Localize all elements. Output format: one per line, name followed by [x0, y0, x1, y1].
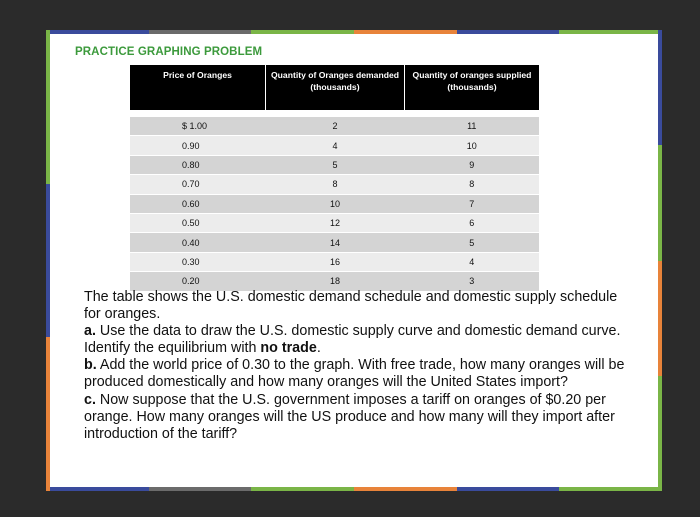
question-b [84, 357, 629, 391]
border-left [46, 30, 50, 491]
table-row [130, 233, 539, 252]
question-b-text: Add the world price of 0.30 to the graph. With free trade, how many oranges will be produced domestically and how many oranges will the United States import? [84, 357, 625, 391]
border-top [46, 30, 662, 34]
supply-cell: 11 [405, 117, 540, 136]
question-a-text: Use the data to draw the U.S. domestic supply curve and domestic demand curve. Identify the equilibrium with [84, 323, 621, 357]
slide [46, 30, 662, 491]
header-supplied: Quantity of oranges supplied (thousands) [405, 65, 540, 110]
question-c [84, 392, 629, 443]
question-a-label: a. [84, 323, 96, 340]
demand-cell: 18 [266, 272, 405, 291]
header-price: Price of Oranges [130, 65, 266, 110]
border-right [658, 30, 662, 491]
demand-cell: 4 [266, 136, 405, 155]
question-a [84, 323, 629, 357]
supply-cell: 7 [405, 194, 540, 213]
price-cell: 0.30 [130, 252, 266, 271]
demand-cell: 14 [266, 233, 405, 252]
price-cell: 0.50 [130, 213, 266, 232]
supply-cell: 8 [405, 175, 540, 194]
border-bottom [46, 487, 662, 491]
question-b-label: b. [84, 357, 97, 374]
table-row [130, 175, 539, 194]
demand-cell: 5 [266, 155, 405, 174]
table-row [130, 194, 539, 213]
problem-text [84, 289, 629, 443]
table-header-row [130, 65, 539, 110]
intro-paragraph: The table shows the U.S. domestic demand schedule and domestic supply schedule for oranges. [84, 289, 618, 323]
demand-cell: 16 [266, 252, 405, 271]
price-cell: 0.90 [130, 136, 266, 155]
price-cell: 0.80 [130, 155, 266, 174]
demand-cell: 10 [266, 194, 405, 213]
price-cell: $ 1.00 [130, 117, 266, 136]
question-a-end: . [316, 340, 321, 357]
supply-cell: 5 [405, 233, 540, 252]
price-cell: 0.70 [130, 175, 266, 194]
demand-cell: 8 [266, 175, 405, 194]
supply-cell: 4 [405, 252, 540, 271]
supply-cell: 10 [405, 136, 540, 155]
header-demanded: Quantity of Oranges demanded (thousands) [266, 65, 405, 110]
table-row [130, 155, 539, 174]
table-row [130, 213, 539, 232]
table-row [130, 252, 539, 271]
supply-cell: 9 [405, 155, 540, 174]
price-cell: 0.60 [130, 194, 266, 213]
page-title: PRACTICE GRAPHING PROBLEM [75, 46, 263, 58]
table-row [130, 136, 539, 155]
demand-cell: 12 [266, 213, 405, 232]
supply-cell: 6 [405, 213, 540, 232]
question-c-text: Now suppose that the U.S. government imposes a tariff on oranges of $0.20 per orange. How many oranges will the US produce and how many will they import after introduction of the tariff? [84, 391, 615, 442]
price-cell: 0.40 [130, 233, 266, 252]
question-a-bold: no trade [260, 340, 317, 357]
schedule-table [130, 65, 539, 292]
supply-cell: 3 [405, 272, 540, 291]
demand-cell: 2 [266, 117, 405, 136]
question-c-label: c. [84, 391, 96, 408]
price-cell: 0.20 [130, 272, 266, 291]
table-row [130, 117, 539, 136]
